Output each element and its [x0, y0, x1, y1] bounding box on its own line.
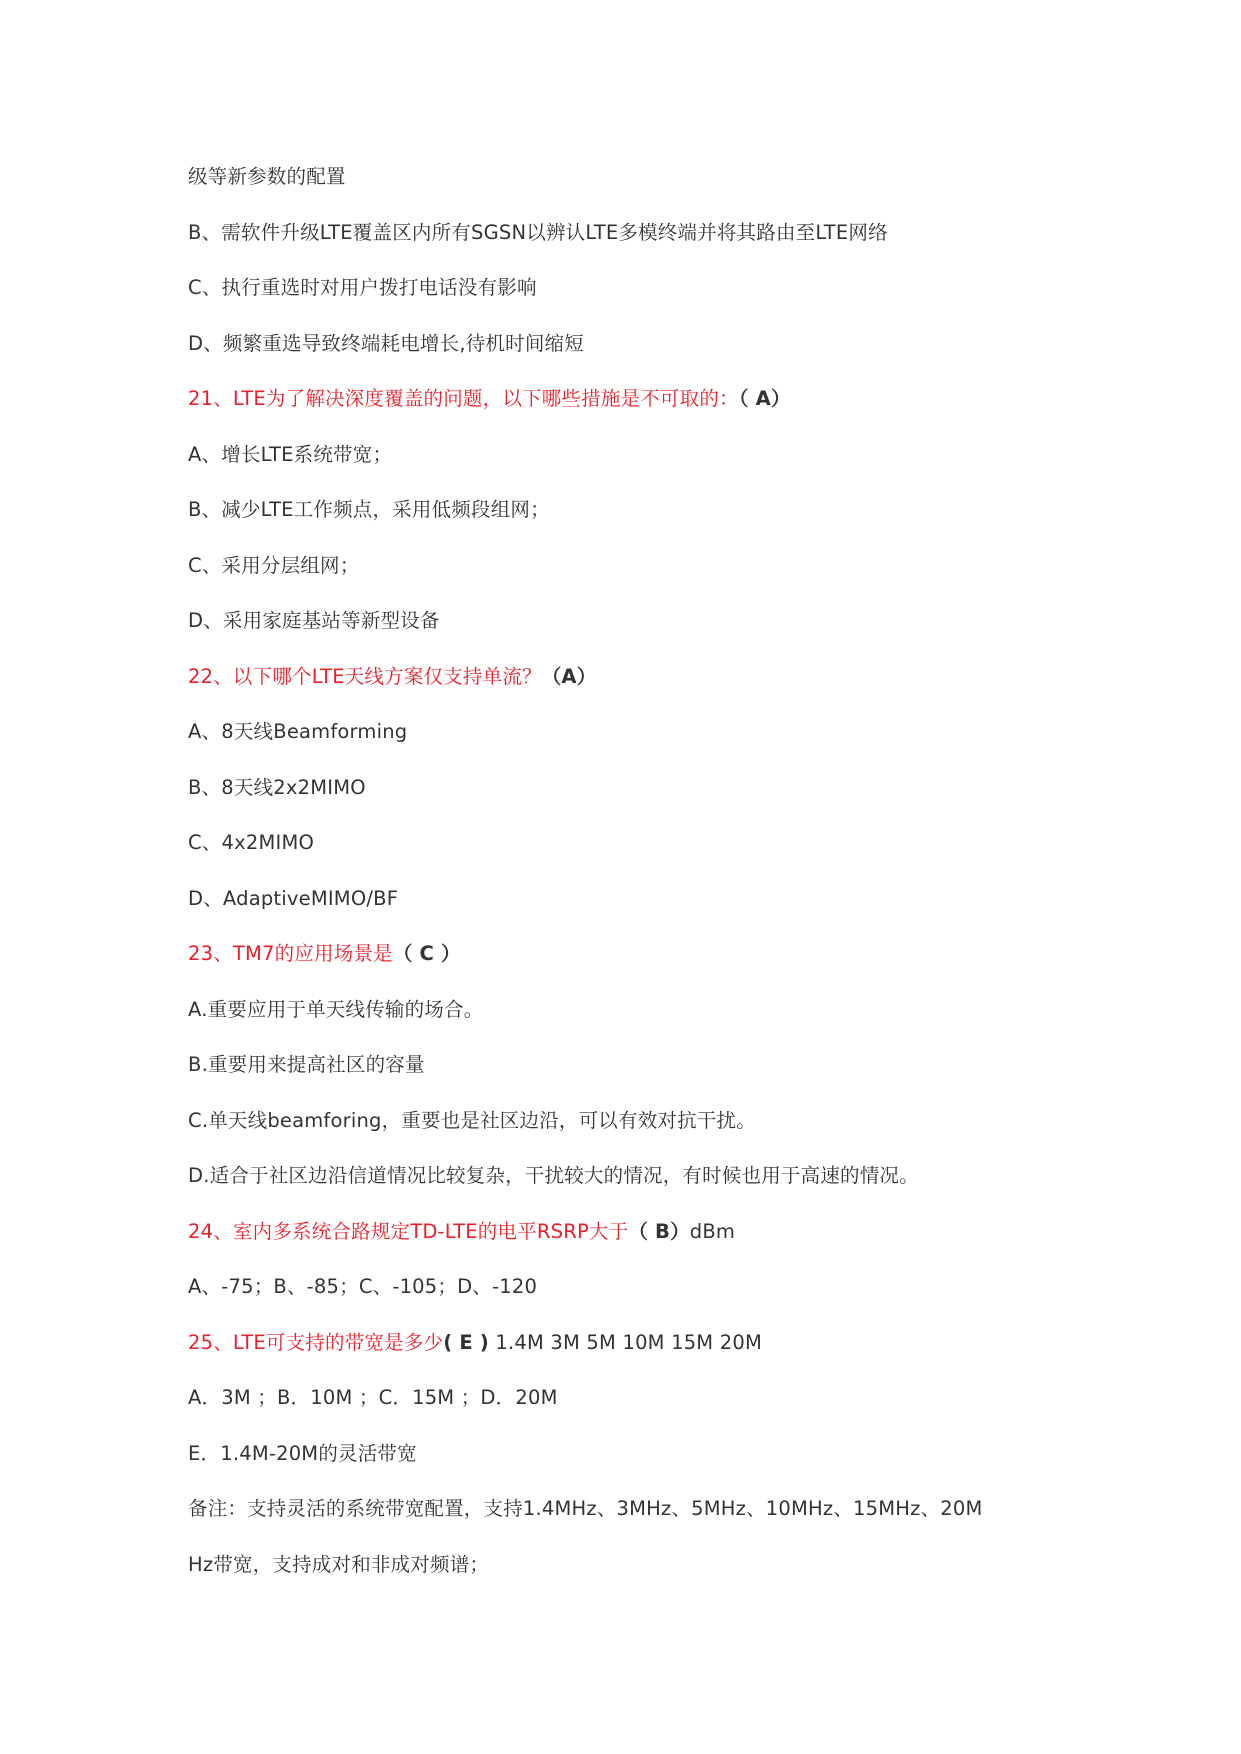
question-text: 23、TM7的应用场景是: [188, 942, 393, 965]
question-text: 22、以下哪个LTE天线方案仅支持单流？: [188, 664, 542, 688]
option-c: C、4x2MIMO: [188, 831, 315, 854]
options-inline: A、-75；B、-85；C、-105；D、-120: [188, 1275, 538, 1298]
question-24: [188, 1212, 1088, 1268]
question-text: 21、LTE为了解决深度覆盖的问题，以下哪些措施是不可取的：: [188, 387, 739, 410]
question-answer: ( E ): [443, 1330, 489, 1354]
option-b: B、8天线2x2MIMO: [188, 775, 366, 799]
option-d: D、频繁重选导致终端耗电增长,待机时间缩短: [188, 331, 584, 355]
option-d: D.适合于社区边沿信道情况比较复杂，干扰较大的情况，有时候也用于高速的情况。: [188, 1164, 919, 1187]
option-b: B、需软件升级LTE覆盖区内所有SGSN以辨认LTE多模终端并将其路由至LTE网络: [188, 220, 888, 244]
question-22: [188, 657, 1088, 713]
question-answer: （ A）: [738, 387, 791, 410]
question-text: 25、LTE可支持的带宽是多少: [188, 1330, 444, 1354]
option-a: A、8天线Beamforming: [188, 720, 408, 743]
note-line: 备注：支持灵活的系统带宽配置，支持1.4MHz、3MHz、5MHz、10MHz、15MHz、20M: [188, 1497, 983, 1520]
option-b: B.重要用来提高社区的容量: [188, 1053, 425, 1076]
option-c: C、采用分层组网；: [188, 553, 360, 577]
options-inline: A．3M ；B．10M ；C．15M ；D．20M: [188, 1386, 558, 1409]
option-e: E．1.4M-20M的灵活带宽: [188, 1441, 417, 1465]
option-b: B、减少LTE工作频点，采用低频段组网；: [188, 498, 550, 521]
question-tail: 1.4M 3M 5M 10M 15M 20M: [488, 1330, 762, 1354]
question-unit: dBm: [689, 1219, 736, 1243]
question-answer: （A）: [541, 664, 597, 688]
option-d: D、采用家庭基站等新型设备: [188, 609, 440, 632]
option-a: A.重要应用于单天线传输的场合。: [188, 997, 484, 1021]
question-answer: （ C ）: [392, 942, 461, 965]
option-a: A、增长LTE系统带宽；: [188, 442, 393, 466]
option-d: D、AdaptiveMIMO/BF: [188, 886, 399, 910]
text-line: 级等新参数的配置: [188, 165, 346, 188]
question-21: [188, 379, 1088, 435]
document-body: [188, 157, 1088, 1600]
option-c: C、执行重选时对用户拨打电话没有影响: [188, 276, 537, 299]
option-c: C.单天线beamforing，重要也是社区边沿，可以有效对抗干扰。: [188, 1108, 756, 1132]
question-23: [188, 934, 1088, 990]
note-line-continued: Hz带宽，支持成对和非成对频谱；: [188, 1552, 490, 1576]
question-text: 24、室内多系统合路规定TD-LTE的电平RSRP大于: [188, 1219, 629, 1243]
question-answer: （ B）: [628, 1219, 690, 1243]
question-25: [188, 1323, 1088, 1379]
